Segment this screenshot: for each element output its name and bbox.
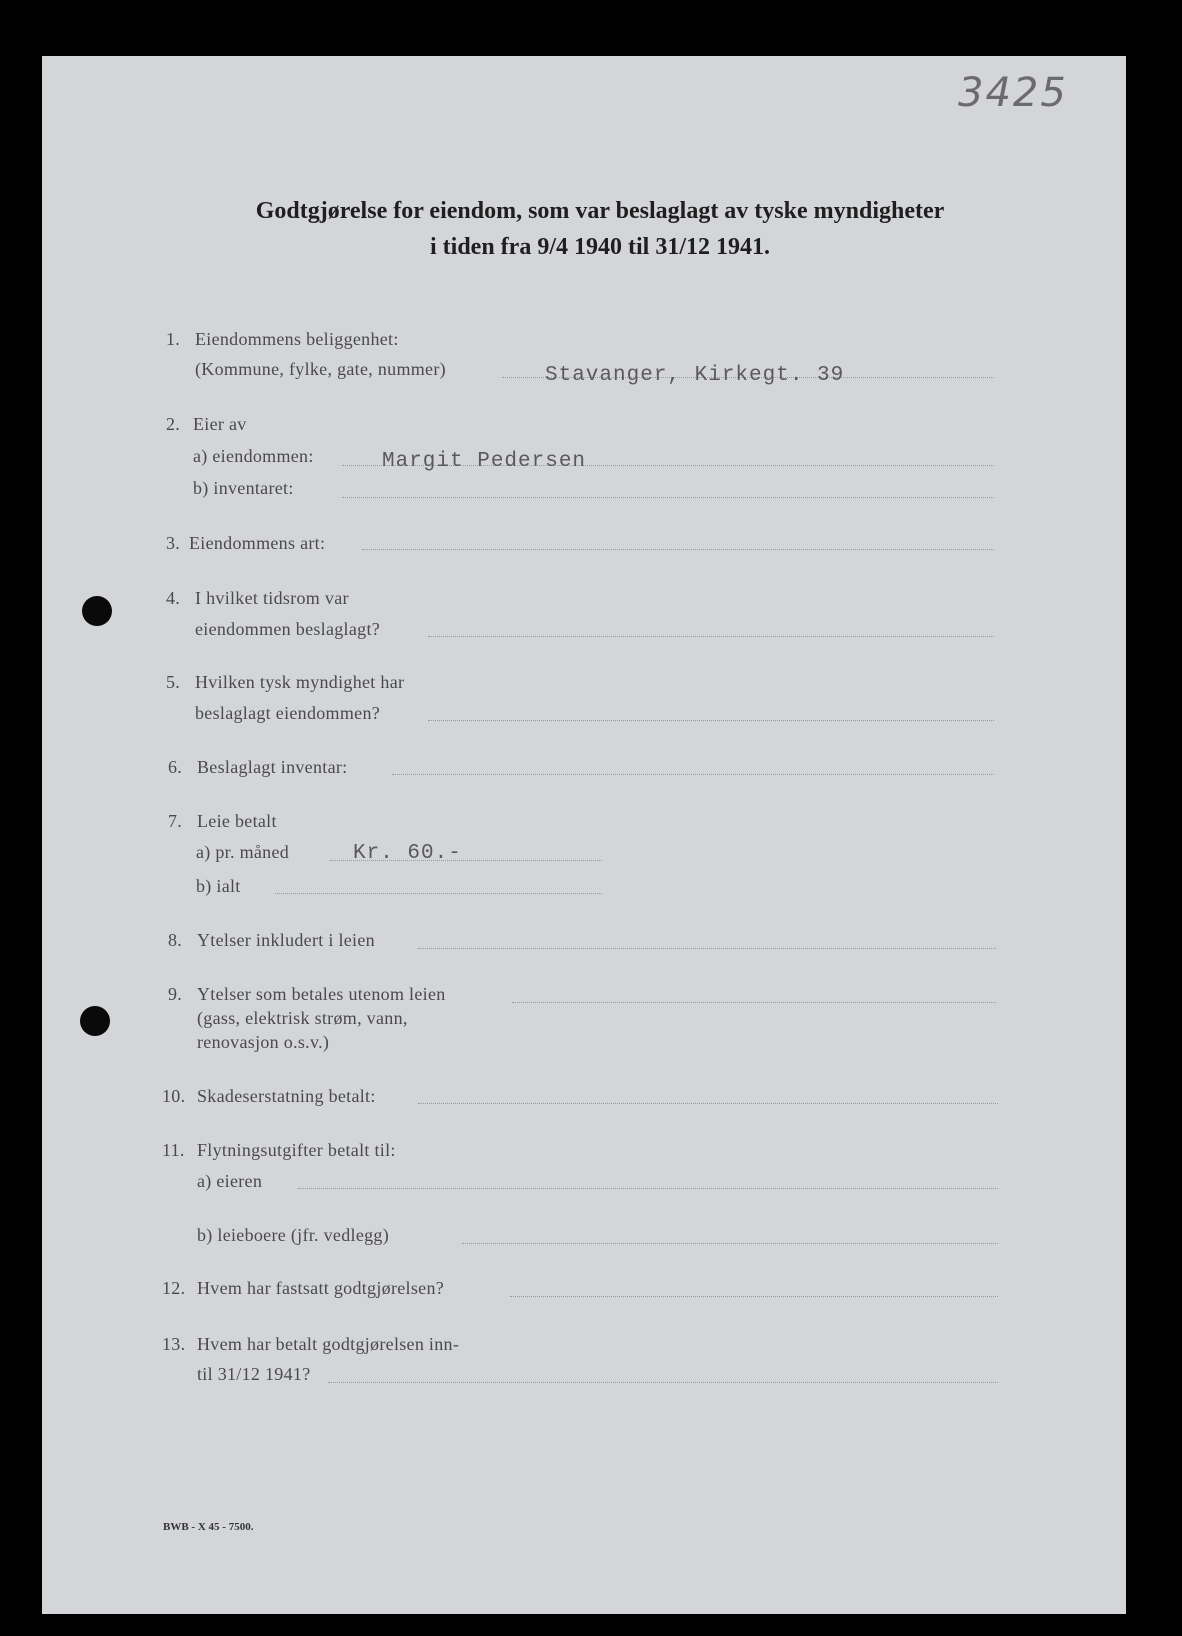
item-3-answer-line <box>362 549 994 550</box>
item-5-number: 5. <box>166 672 181 692</box>
item-12-label: Hvem har fastsatt godtgjørelsen? <box>197 1278 445 1298</box>
item-1-sublabel: (Kommune, fylke, gate, nummer) <box>195 359 446 379</box>
item-7b-answer-line <box>275 893 602 894</box>
item-13-sublabel: til 31/12 1941? <box>197 1364 311 1384</box>
item-2b-label: b) inventaret: <box>193 478 294 498</box>
item-13-number: 13. <box>162 1334 186 1354</box>
item-2-number: 2. <box>166 414 181 434</box>
item-4-sublabel: eiendommen beslaglagt? <box>195 619 381 639</box>
item-11a-answer-line <box>298 1188 998 1189</box>
item-9-number: 9. <box>168 984 183 1004</box>
item-7-number: 7. <box>168 811 183 831</box>
item-1-typed-value: Stavanger, Kirkegt. 39 <box>545 364 845 387</box>
item-9-answer-line <box>512 1002 996 1003</box>
item-6-number: 6. <box>168 757 183 777</box>
item-9-label: Ytelser som betales utenom leien <box>197 984 446 1004</box>
item-5-label: Hvilken tysk myndighet har <box>195 672 405 692</box>
item-6-label: Beslaglagt inventar: <box>197 757 348 777</box>
form-title-line-2: i tiden fra 9/4 1940 til 31/12 1941. <box>430 234 770 260</box>
item-9-sublabel-2: renovasjon o.s.v.) <box>197 1032 330 1052</box>
item-13-label: Hvem har betalt godtgjørelsen inn- <box>197 1334 460 1354</box>
archive-number: 3425 <box>958 70 1068 116</box>
item-10-number: 10. <box>162 1086 186 1106</box>
item-2a-label: a) eiendommen: <box>193 446 314 466</box>
punch-hole-bottom <box>80 1006 110 1036</box>
item-5-answer-line <box>428 720 994 721</box>
item-11b-label: b) leieboere (jfr. vedlegg) <box>197 1225 390 1245</box>
item-1-number: 1. <box>166 329 181 349</box>
item-12-answer-line <box>510 1296 998 1297</box>
item-1-label: Eiendommens beliggenhet: <box>195 329 399 349</box>
item-12-number: 12. <box>162 1278 186 1298</box>
item-2a-typed-value: Margit Pedersen <box>382 450 587 473</box>
item-9-sublabel-1: (gass, elektrisk strøm, vann, <box>197 1008 408 1028</box>
item-7a-typed-value: Kr. 60.- <box>353 842 462 865</box>
item-13-answer-line <box>328 1382 998 1383</box>
item-7b-label: b) ialt <box>196 876 241 896</box>
punch-hole-top <box>82 596 112 626</box>
item-2-label: Eier av <box>193 414 247 434</box>
item-4-answer-line <box>428 636 994 637</box>
item-11a-label: a) eieren <box>197 1171 263 1191</box>
item-3-number: 3. <box>166 533 181 553</box>
item-8-number: 8. <box>168 930 183 950</box>
item-11-number: 11. <box>162 1140 185 1160</box>
item-7-label: Leie betalt <box>197 811 277 831</box>
form-title-line-1: Godtgjørelse for eiendom, som var beslaglagt av tyske myndigheter <box>255 198 945 224</box>
item-10-label: Skadeserstatning betalt: <box>197 1086 376 1106</box>
item-11-label: Flytningsutgifter betalt til: <box>197 1140 396 1160</box>
item-2b-answer-line <box>342 497 994 498</box>
item-8-answer-line <box>418 948 996 949</box>
item-8-label: Ytelser inkludert i leien <box>197 930 375 950</box>
item-6-answer-line <box>392 774 994 775</box>
item-11b-answer-line <box>462 1243 998 1244</box>
item-10-answer-line <box>418 1103 998 1104</box>
printer-mark: BWB - X 45 - 7500. <box>163 1521 254 1533</box>
item-4-number: 4. <box>166 588 181 608</box>
item-7a-label: a) pr. måned <box>196 842 290 862</box>
item-3-label: Eiendommens art: <box>189 533 326 553</box>
item-5-sublabel: beslaglagt eiendommen? <box>195 703 381 723</box>
item-4-label: I hvilket tidsrom var <box>195 588 349 608</box>
